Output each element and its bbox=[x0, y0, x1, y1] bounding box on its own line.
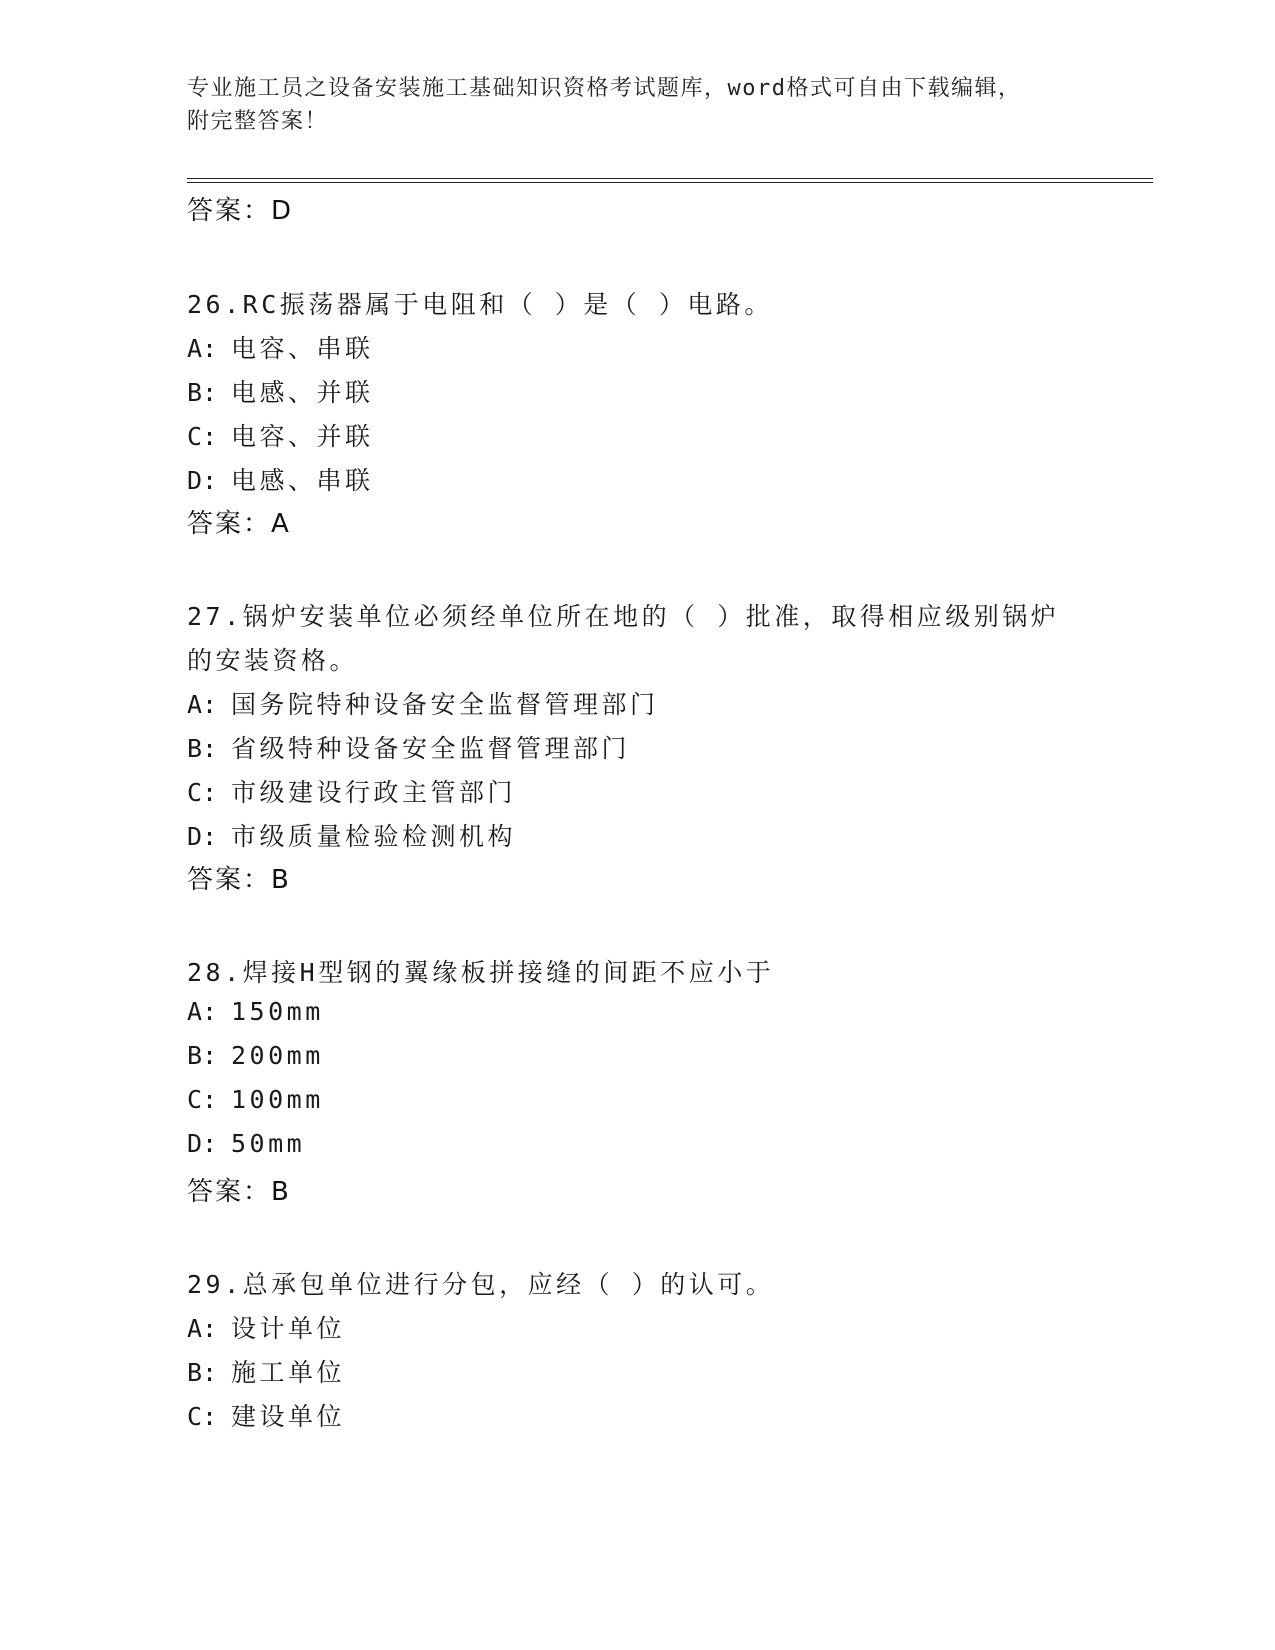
option-letter: C: bbox=[187, 1402, 218, 1431]
option-text: 电容、并联 bbox=[231, 422, 374, 451]
question-27-stem: 27.锅炉安装单位必须经单位所在地的（ ）批准，取得相应级别锅炉 bbox=[187, 602, 1060, 631]
question-28-option-c bbox=[187, 1085, 324, 1114]
option-letter: C: bbox=[187, 1085, 218, 1114]
option-text: 设计单位 bbox=[231, 1314, 346, 1343]
header-divider-top bbox=[187, 178, 1153, 179]
question-29-option-a bbox=[187, 1309, 345, 1345]
question-27-option-c bbox=[187, 773, 516, 809]
option-letter: C: bbox=[187, 778, 218, 807]
option-text: 电感、并联 bbox=[231, 378, 374, 407]
option-text: 施工单位 bbox=[231, 1358, 346, 1387]
option-text: 电感、串联 bbox=[231, 466, 374, 495]
answer-prev: 答案：D bbox=[187, 196, 294, 226]
question-27-option-a bbox=[187, 685, 659, 721]
option-text: 电容、串联 bbox=[231, 334, 374, 363]
option-text: 50mm bbox=[231, 1129, 306, 1158]
question-29-stem: 29.总承包单位进行分包，应经（ ）的认可。 bbox=[187, 1270, 775, 1299]
option-letter: D: bbox=[187, 1129, 218, 1158]
option-text: 省级特种设备安全监督管理部门 bbox=[231, 734, 631, 763]
header-line-1: 专业施工员之设备安装施工基础知识资格考试题库，word格式可自由下载编辑， bbox=[187, 76, 1022, 101]
option-letter: B: bbox=[187, 1041, 218, 1070]
option-letter: A: bbox=[187, 1314, 218, 1343]
question-27-option-d bbox=[187, 817, 516, 853]
question-28-answer: 答案：B bbox=[187, 1177, 291, 1207]
option-letter: B: bbox=[187, 378, 218, 407]
header-line-2: 附完整答案！ bbox=[187, 109, 329, 134]
question-28-option-a bbox=[187, 997, 324, 1026]
document-header bbox=[187, 72, 1087, 138]
option-letter: A: bbox=[187, 690, 218, 719]
option-text: 200mm bbox=[231, 1041, 324, 1070]
option-text: 建设单位 bbox=[231, 1402, 346, 1431]
option-text: 市级质量检验检测机构 bbox=[231, 822, 517, 851]
question-28-option-b bbox=[187, 1041, 324, 1070]
option-letter: D: bbox=[187, 466, 218, 495]
question-28-option-d bbox=[187, 1129, 305, 1158]
question-26-option-b bbox=[187, 373, 374, 409]
option-text: 150mm bbox=[231, 997, 324, 1026]
question-26-option-a bbox=[187, 329, 374, 365]
question-26-option-c bbox=[187, 417, 374, 453]
question-26-answer: 答案：A bbox=[187, 509, 291, 539]
question-27-stem-continued: 的安装资格。 bbox=[187, 646, 359, 675]
option-letter: A: bbox=[187, 997, 218, 1026]
option-letter: C: bbox=[187, 422, 218, 451]
option-letter: D: bbox=[187, 822, 218, 851]
question-29-option-b bbox=[187, 1353, 345, 1389]
option-text: 100mm bbox=[231, 1085, 324, 1114]
question-26-option-d bbox=[187, 461, 374, 497]
question-28-stem: 28.焊接H型钢的翼缘板拼接缝的间距不应小于 bbox=[187, 958, 775, 987]
option-letter: A: bbox=[187, 334, 218, 363]
question-29-option-c bbox=[187, 1397, 345, 1433]
question-27-answer: 答案：B bbox=[187, 865, 291, 895]
option-text: 国务院特种设备安全监督管理部门 bbox=[231, 690, 659, 719]
option-text: 市级建设行政主管部门 bbox=[231, 778, 517, 807]
header-divider-bottom bbox=[187, 182, 1153, 183]
option-letter: B: bbox=[187, 734, 218, 763]
question-27-option-b bbox=[187, 729, 630, 765]
option-letter: B: bbox=[187, 1358, 218, 1387]
question-26-stem: 26.RC振荡器属于电阻和（ ）是（ ）电路。 bbox=[187, 290, 773, 319]
